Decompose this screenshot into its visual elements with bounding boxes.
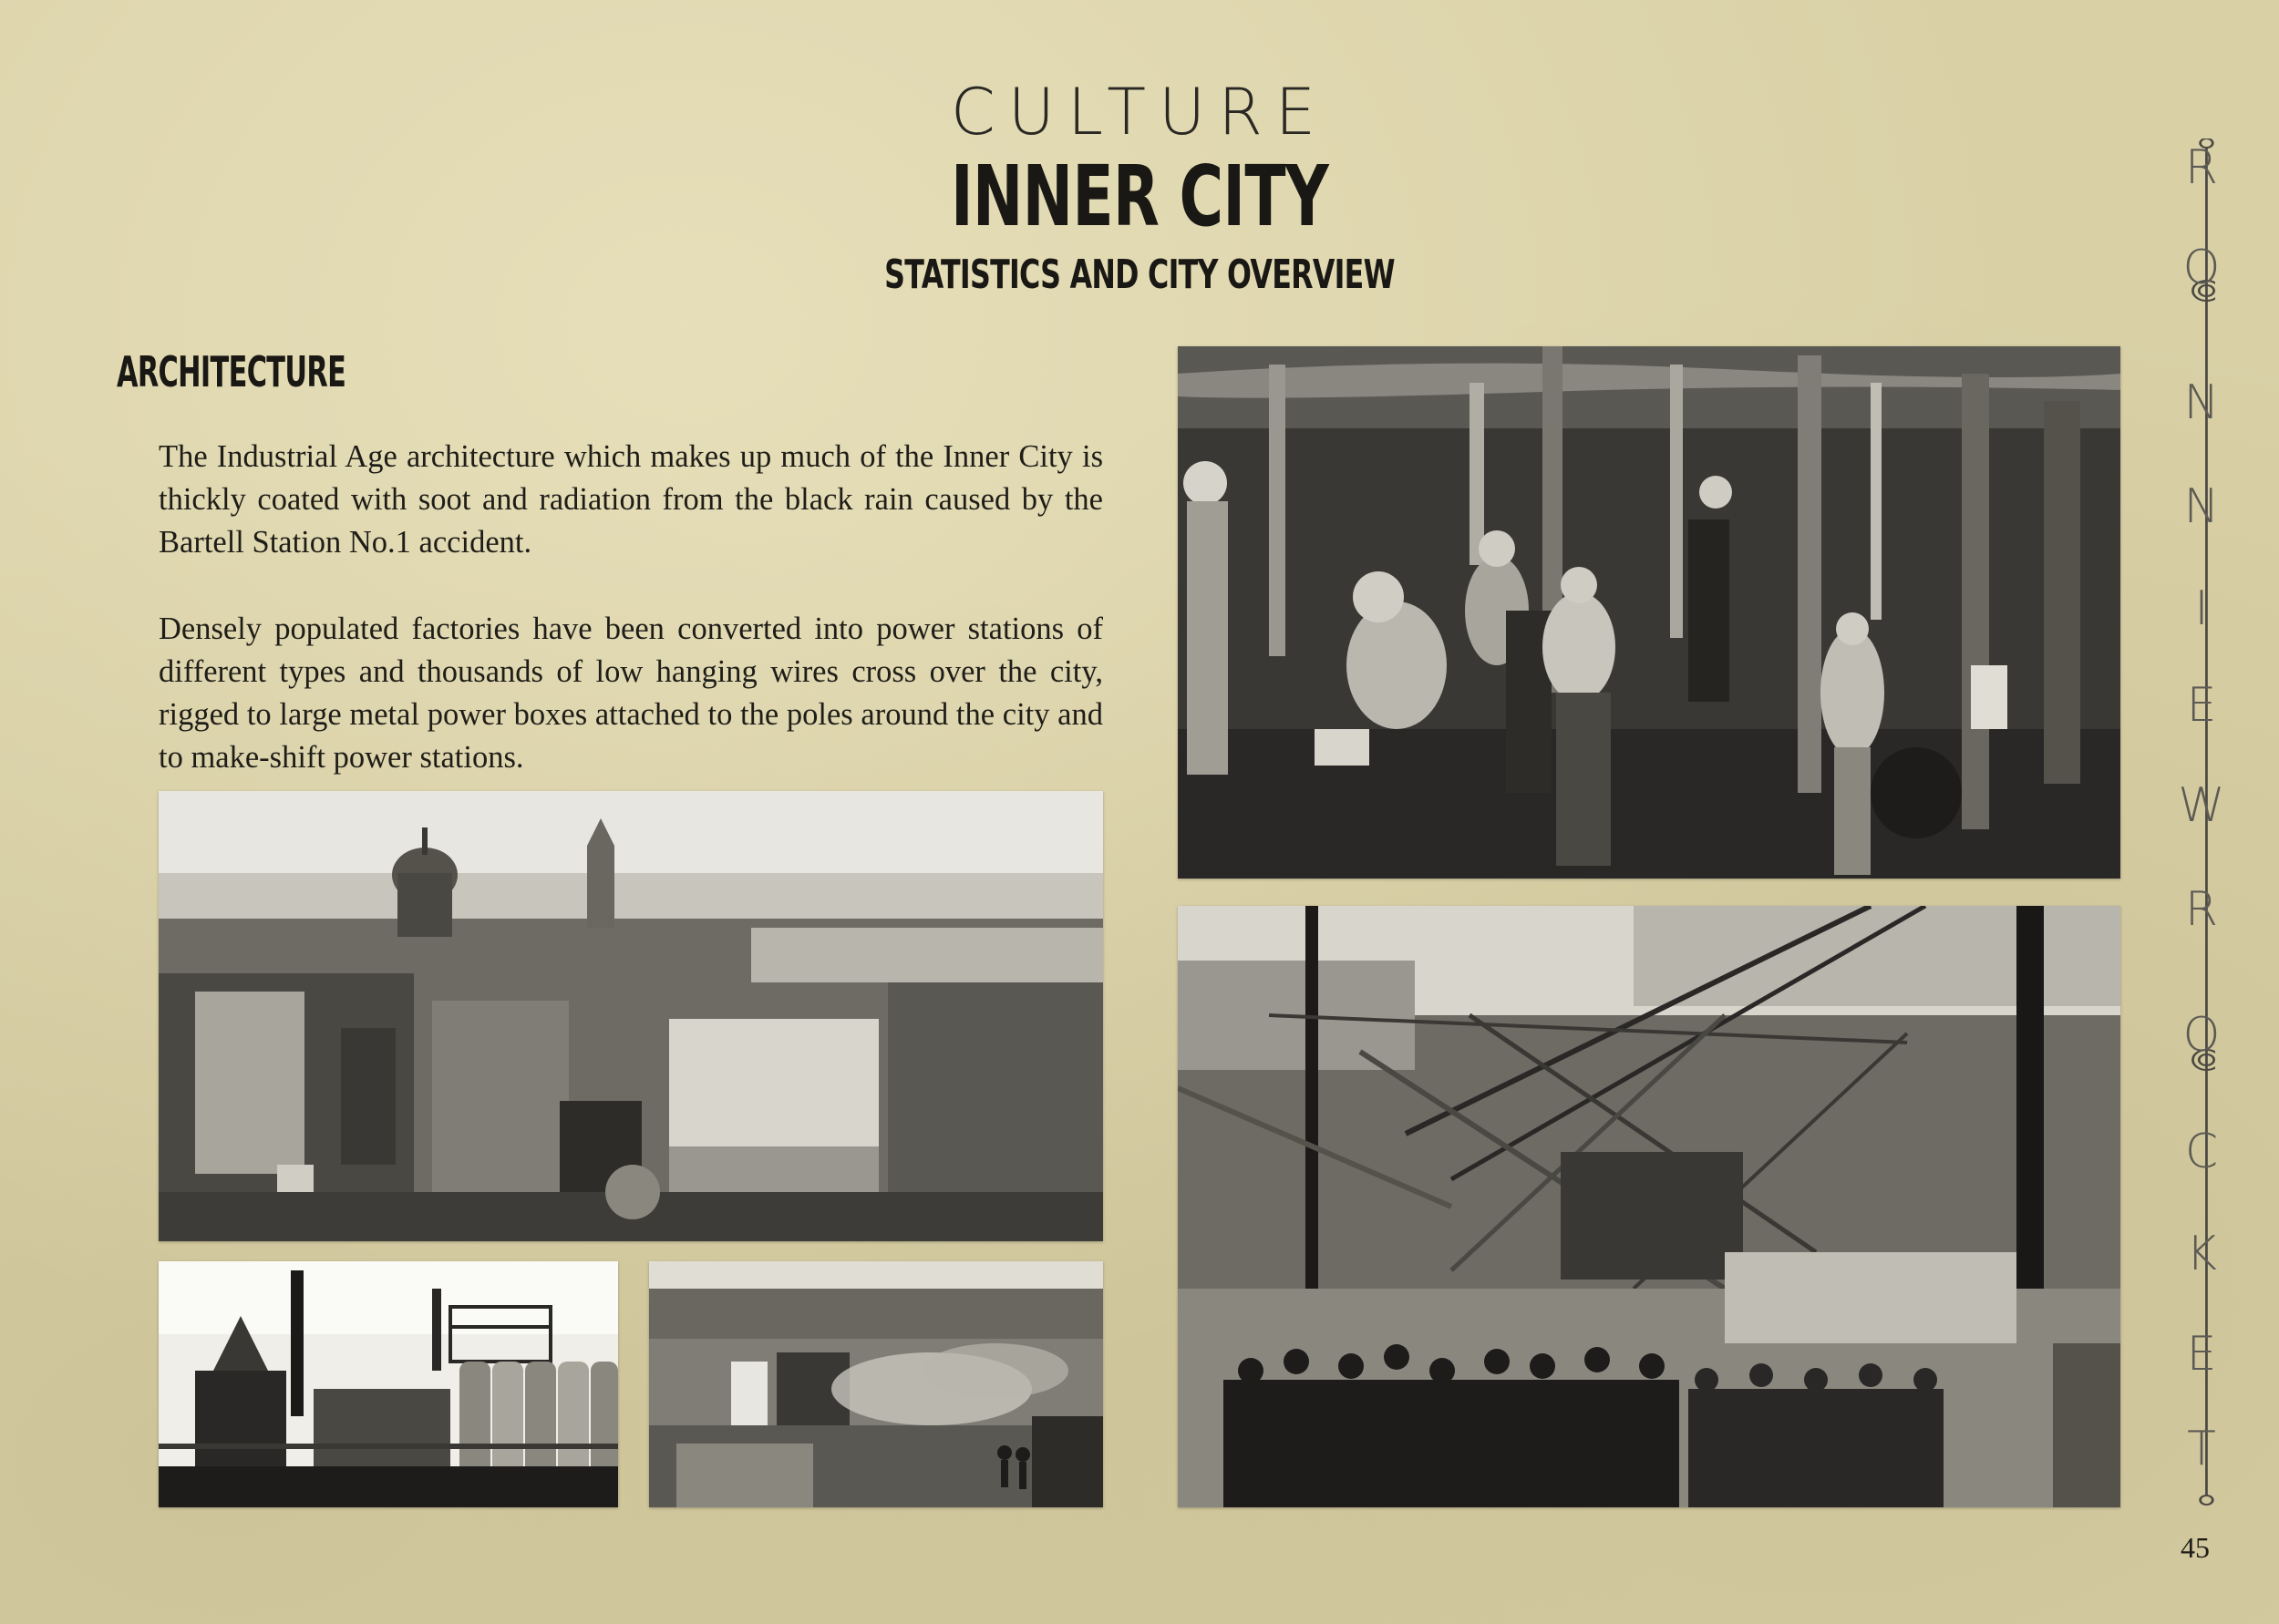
rail-letter: K bbox=[2185, 1227, 2218, 1281]
rail-letter: E bbox=[2186, 678, 2217, 733]
rail-letter: N bbox=[2183, 479, 2220, 534]
factory-workers-photo bbox=[1178, 346, 2120, 879]
rail-letter: N bbox=[2183, 375, 2220, 430]
rail-letter: I bbox=[2194, 581, 2209, 636]
paragraph-2: Densely populated factories have been converted into power stations of different types and thousands of low hanging wires cross over the city, rigged to large metal power boxes attached to the poles around the city and to make-shift power stations. bbox=[159, 612, 1103, 775]
rail-letter: R bbox=[2184, 882, 2219, 937]
rail-letters bbox=[2178, 137, 2225, 1504]
page-number: 45 bbox=[2181, 1531, 2210, 1564]
page-subtitle: STATISTICS AND CITY OVERVIEW bbox=[884, 252, 1395, 298]
rail-letter: T bbox=[2187, 1422, 2216, 1476]
rail-letter: R bbox=[2184, 140, 2219, 195]
page-title: INNER CITY bbox=[950, 148, 1329, 245]
rail-letter: O bbox=[2182, 241, 2221, 295]
industrial-silos-photo bbox=[159, 1261, 618, 1507]
rail-letter: W bbox=[2178, 778, 2225, 833]
demolished-houses-photo bbox=[649, 1261, 1103, 1507]
rail-letter: C bbox=[2184, 1125, 2219, 1179]
section-kicker: CULTURE bbox=[950, 75, 1329, 149]
rail-letter: O bbox=[2182, 1008, 2221, 1063]
rail-letter: E bbox=[2186, 1327, 2217, 1382]
ruined-city-dome-photo bbox=[159, 791, 1103, 1241]
paragraph-1: The Industrial Age architecture which makes up much of the Inner City is thickly coated with soot and radiation from the black rain caused by the Bartell Station No.1 accident. bbox=[159, 439, 1103, 560]
collapsed-building-rescue-photo bbox=[1178, 906, 2120, 1507]
section-heading: ARCHITECTURE bbox=[117, 347, 346, 396]
